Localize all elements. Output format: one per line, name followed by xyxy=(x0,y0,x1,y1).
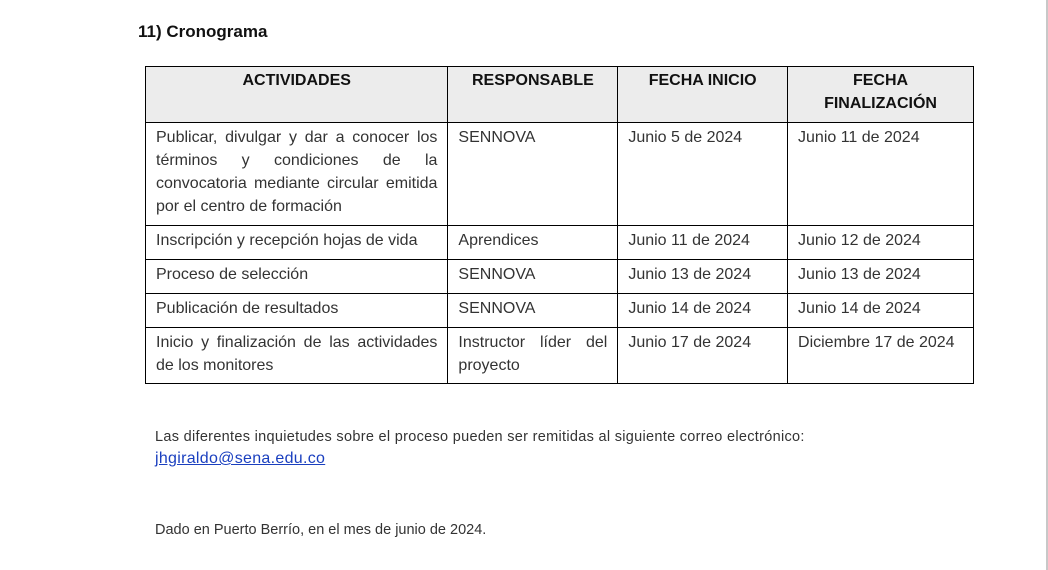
contact-email-link[interactable]: jhgiraldo@sena.edu.co xyxy=(155,450,326,467)
cell-actividad: Inscripción y recepción hojas de vida xyxy=(146,226,448,260)
table-row xyxy=(146,260,974,294)
cell-fecha-fin: Diciembre 17 de 2024 xyxy=(788,328,974,384)
table-row xyxy=(146,226,974,260)
schedule-table xyxy=(145,66,974,384)
closing-statement: Dado en Puerto Berrío, en el mes de junio de 2024. xyxy=(155,522,487,538)
cell-fecha-inicio: Junio 11 de 2024 xyxy=(618,226,788,260)
cell-responsable: Aprendices xyxy=(448,226,618,260)
cell-fecha-fin: Junio 14 de 2024 xyxy=(788,294,974,328)
cell-fecha-inicio: Junio 17 de 2024 xyxy=(618,328,788,384)
cell-responsable: Instructor líder del proyecto xyxy=(448,328,618,384)
cell-actividad: Inicio y finalización de las actividades de los monitores xyxy=(146,328,448,384)
header-responsable: RESPONSABLE xyxy=(448,67,618,123)
header-fecha-inicio: FECHA INICIO xyxy=(618,67,788,123)
header-actividades: ACTIVIDADES xyxy=(146,67,448,123)
cell-fecha-fin: Junio 12 de 2024 xyxy=(788,226,974,260)
contact-note xyxy=(155,426,905,470)
cell-fecha-fin: Junio 11 de 2024 xyxy=(788,123,974,226)
cell-actividad: Publicar, divulgar y dar a conocer los términos y condiciones de la convocatoria mediante circular emitida por el centro de formación xyxy=(146,123,448,226)
cell-fecha-inicio: Junio 13 de 2024 xyxy=(618,260,788,294)
cell-actividad: Proceso de selección xyxy=(146,260,448,294)
section-title: 11) Cronograma xyxy=(138,22,268,41)
header-fecha-finalizacion: FECHA FINALIZACIÓN xyxy=(788,67,974,123)
cell-fecha-inicio: Junio 14 de 2024 xyxy=(618,294,788,328)
cell-fecha-inicio: Junio 5 de 2024 xyxy=(618,123,788,226)
cell-responsable: SENNOVA xyxy=(448,123,618,226)
cell-responsable: SENNOVA xyxy=(448,260,618,294)
cell-responsable: SENNOVA xyxy=(448,294,618,328)
table-row xyxy=(146,294,974,328)
table-row xyxy=(146,123,974,226)
cell-fecha-fin: Junio 13 de 2024 xyxy=(788,260,974,294)
cell-actividad: Publicación de resultados xyxy=(146,294,448,328)
contact-note-text: Las diferentes inquietudes sobre el proceso pueden ser remitidas al siguiente correo electrónico: xyxy=(155,429,805,445)
table-row xyxy=(146,328,974,384)
table-header-row xyxy=(146,67,974,123)
